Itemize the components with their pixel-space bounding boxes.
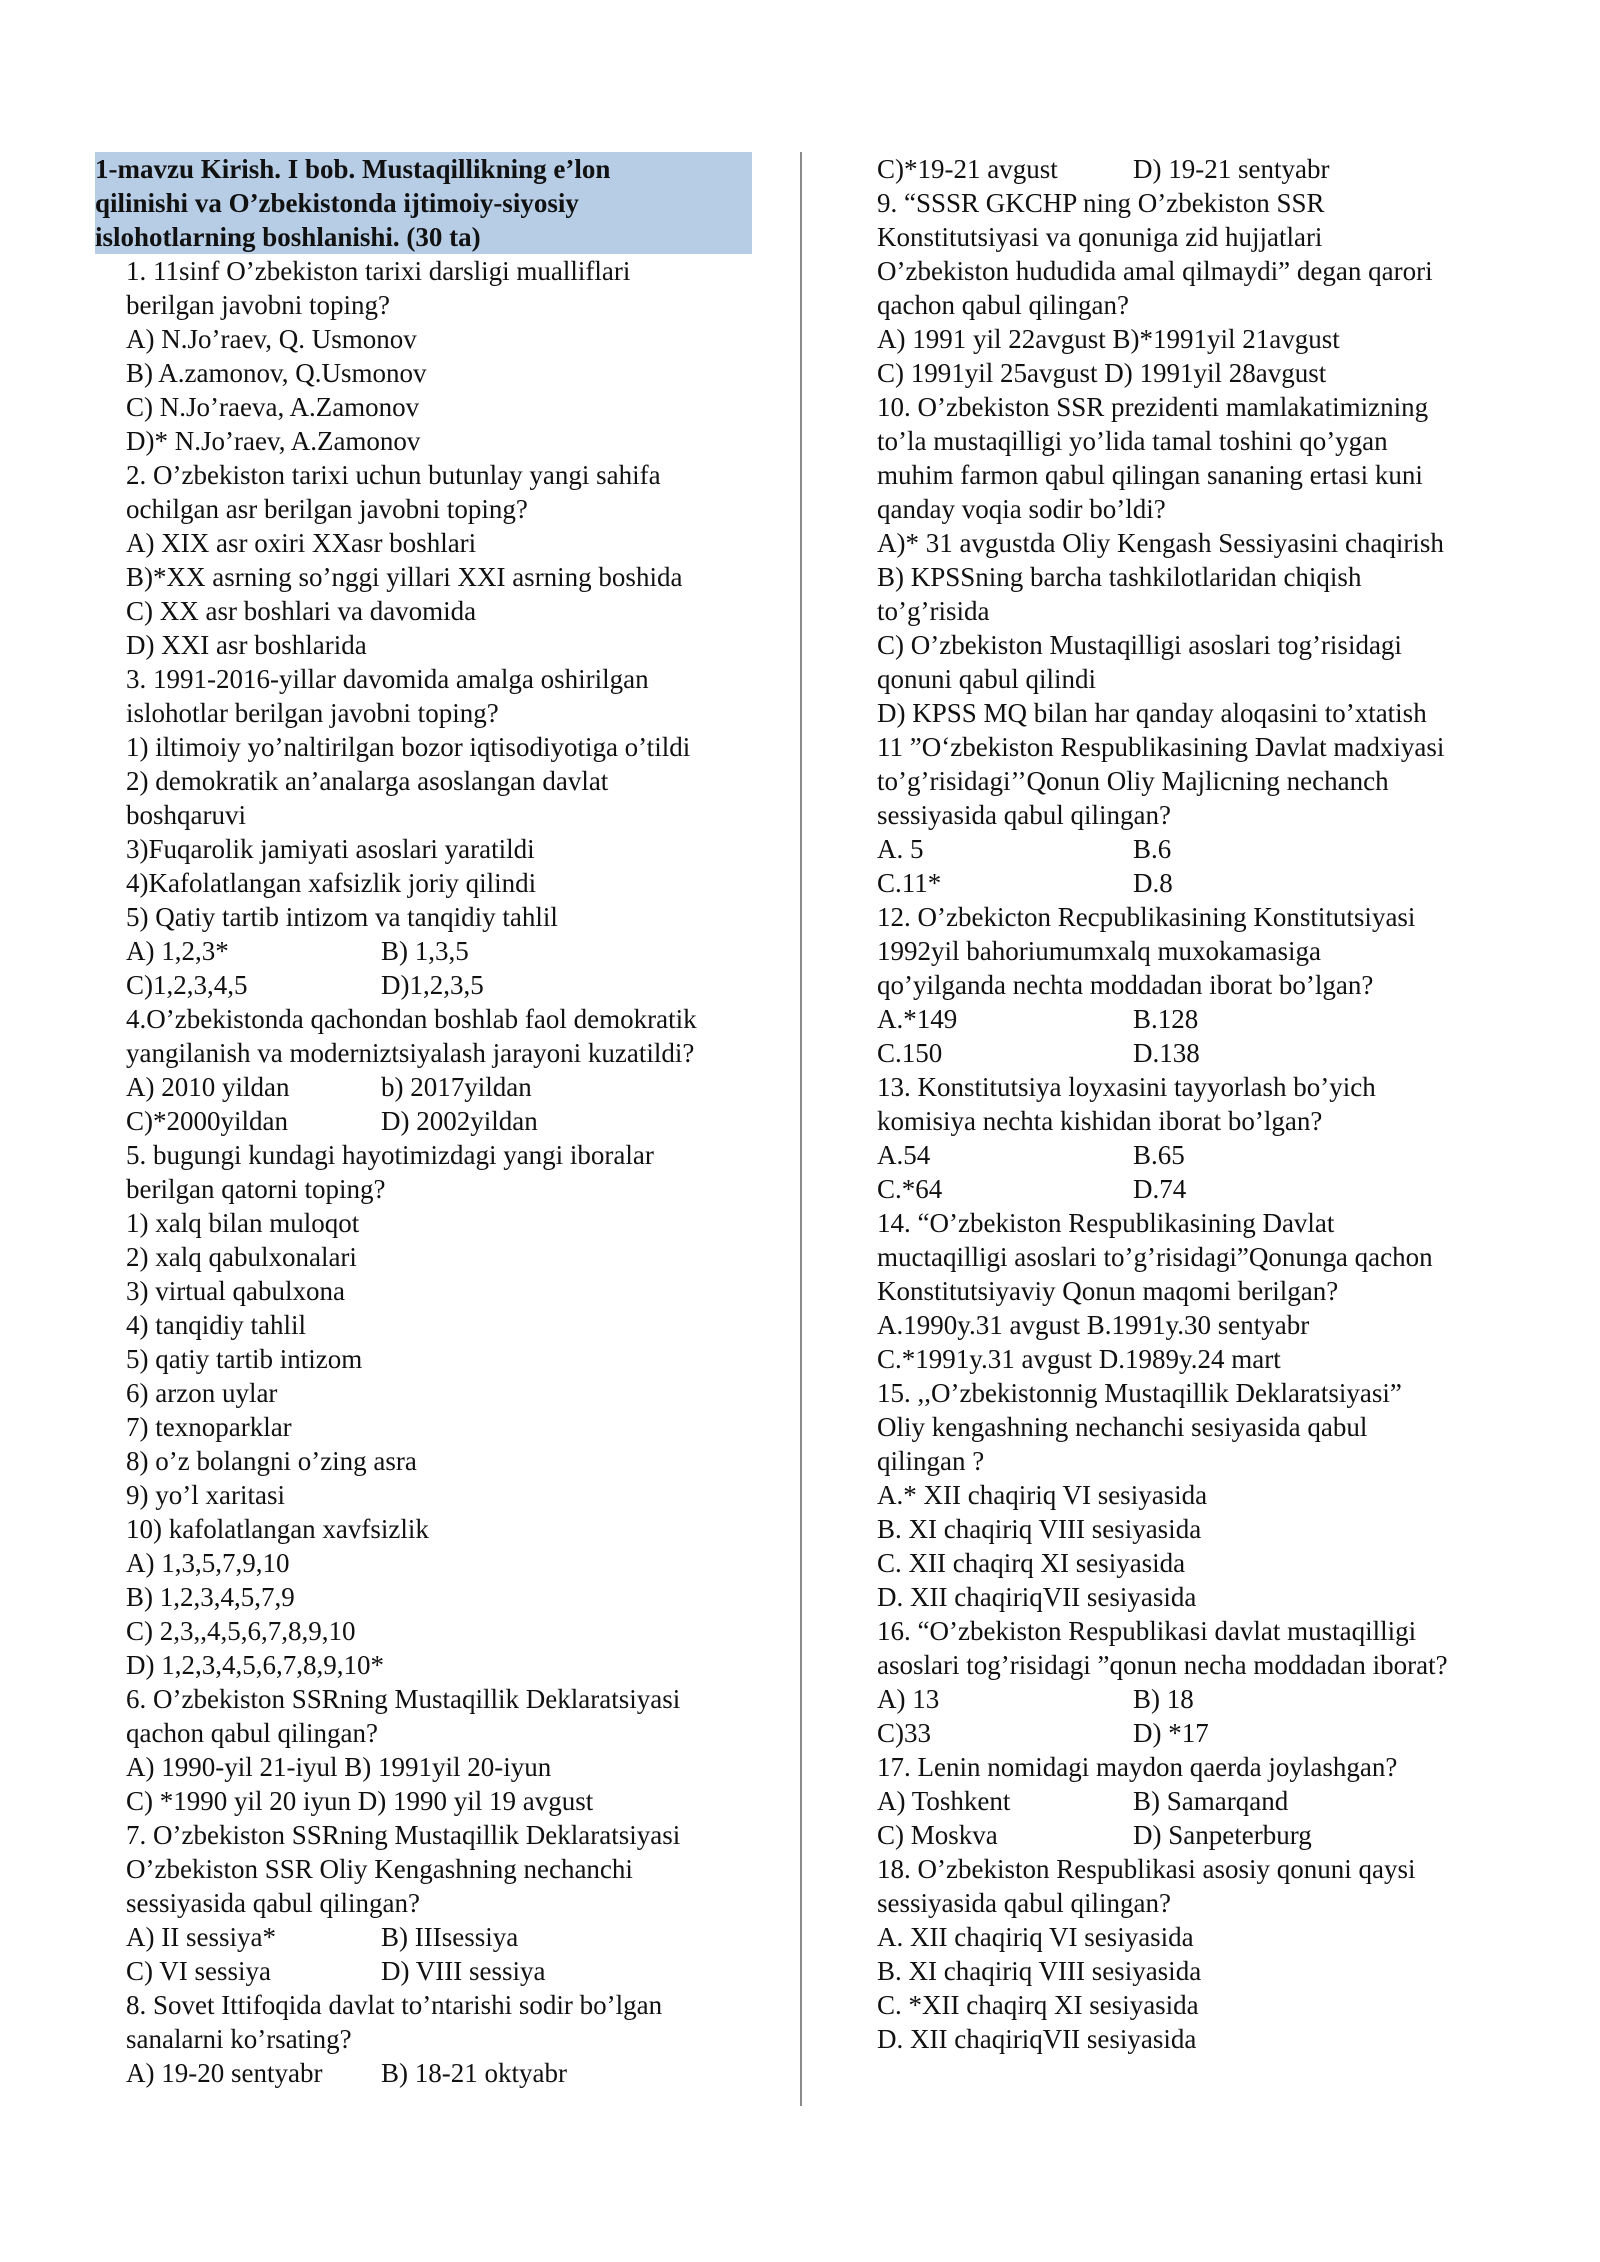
text-line: 15. ,,O’zbekistonnig Mustaqillik Deklaratsiyasi” — [877, 1378, 1402, 1408]
text-line: A) 1990-yil 21-iyul B) 1991yil 20-iyun — [126, 1752, 552, 1782]
text-line: B. XI chaqiriq VIII sesiyasida — [877, 1956, 1202, 1986]
text-line: B) 1,2,3,4,5,7,9 — [126, 1582, 295, 1612]
answer-option: A. 5 — [877, 834, 924, 864]
text-line: B)*XX asrning so’nggi yillari XXI asrning boshida — [126, 562, 683, 592]
answer-options-row — [877, 866, 1517, 900]
answer-option: D) VIII sessiya — [381, 1956, 546, 1986]
answer-option: A) 19-20 sentyabr — [126, 2058, 323, 2088]
text-line: 5. bugungi kundagi hayotimizdagi yangi iboralar — [126, 1140, 654, 1170]
text-line: Konstitutsiyasi va qonuniga zid hujjatlari — [877, 222, 1323, 252]
heading-line: islohotlarning boshlanishi. (30 ta) — [95, 222, 481, 252]
text-line: qonuni qabul qilindi — [877, 664, 1096, 694]
text-line: 4.O’zbekistonda qachondan boshlab faol demokratik — [126, 1004, 697, 1034]
answer-option: A.54 — [877, 1140, 931, 1170]
text-line: 7. O’zbekiston SSRning Mustaqillik Deklaratsiyasi — [126, 1820, 681, 1850]
text-line: Oliy kengashning nechanchi sesiyasida qabul — [877, 1412, 1368, 1442]
answer-option: C.*64 — [877, 1174, 943, 1204]
text-line: C) 2,3,,4,5,6,7,8,9,10 — [126, 1616, 356, 1646]
text-line: to’g’risidagi’’Qonun Oliy Majlicning nechanch — [877, 766, 1389, 796]
answer-options-row — [877, 1784, 1517, 1818]
answer-options-row — [877, 1138, 1517, 1172]
text-line: C.*1991y.31 avgust D.1989y.24 mart — [877, 1344, 1281, 1374]
answer-options-row — [126, 1070, 755, 1104]
text-line: A) 1991 yil 22avgust B)*1991yil 21avgust — [877, 324, 1340, 354]
text-line: D) KPSS MQ bilan har qanday aloqasini to’xtatish — [877, 698, 1427, 728]
text-line: 3)Fuqarolik jamiyati asoslari yaratildi — [126, 834, 535, 864]
answer-options-row — [877, 832, 1517, 866]
answer-option: C)*2000yildan — [126, 1106, 288, 1136]
answer-option: b) 2017yildan — [381, 1072, 532, 1102]
text-line: boshqaruvi — [126, 800, 246, 830]
answer-option: A) 1,2,3* — [126, 936, 229, 966]
text-line: sessiyasida qabul qilingan? — [126, 1888, 420, 1918]
answer-options-row — [126, 934, 755, 968]
text-line: C) O’zbekiston Mustaqilligi asoslari tog’risidagi — [877, 630, 1402, 660]
answer-option: C)33 — [877, 1718, 931, 1748]
answer-option: B) 18 — [1133, 1684, 1194, 1714]
text-line: Konstitutsiyaviy Qonun maqomi berilgan? — [877, 1276, 1339, 1306]
text-line: ochilgan asr berilgan javobni toping? — [126, 494, 528, 524]
text-line: 14. “O’zbekiston Respublikasining Davlat — [877, 1208, 1335, 1238]
answer-options-row — [877, 1036, 1517, 1070]
left-questions — [95, 254, 755, 2090]
answer-option: D) 19-21 sentyabr — [1133, 154, 1330, 184]
answer-option: A) II sessiya* — [126, 1922, 276, 1952]
answer-options-row — [877, 1002, 1517, 1036]
text-line: 4) tanqidiy tahlil — [126, 1310, 306, 1340]
text-line: 2) demokratik an’analarga asoslangan davlat — [126, 766, 609, 796]
answer-option: D) *17 — [1133, 1718, 1209, 1748]
answer-option: A) Toshkent — [877, 1786, 1011, 1816]
right-column — [877, 152, 1517, 2056]
text-line: asoslari tog’risidagi ”qonun necha moddadan iborat? — [877, 1650, 1448, 1680]
text-line: 1992yil bahoriumumxalq muxokamasiga — [877, 936, 1321, 966]
text-line: 3. 1991-2016-yillar davomida amalga oshirilgan — [126, 664, 649, 694]
text-line: C. *XII chaqirq XI sesiyasida — [877, 1990, 1199, 2020]
text-line: B. XI chaqiriq VIII sesiyasida — [877, 1514, 1202, 1544]
answer-options-row — [126, 1104, 755, 1138]
answer-option: C)*19-21 avgust — [877, 154, 1058, 184]
text-line: 12. O’zbekicton Recpublikasining Konstitutsiyasi — [877, 902, 1416, 932]
text-line: 1. 11sinf O’zbekiston tarixi darsligi mualliflari — [126, 256, 631, 286]
text-line: A.* XII chaqiriq VI sesiyasida — [877, 1480, 1208, 1510]
answer-option: B) IIIsessiya — [381, 1922, 519, 1952]
answer-option: A) 2010 yildan — [126, 1072, 290, 1102]
text-line: A)* 31 avgustda Oliy Kengash Sessiyasini chaqirish — [877, 528, 1444, 558]
answer-option: D.74 — [1133, 1174, 1187, 1204]
answer-option: D.138 — [1133, 1038, 1200, 1068]
text-line: 1) iltimoiy yo’naltirilgan bozor iqtisodiyotiga o’tildi — [126, 732, 691, 762]
text-line: A.1990y.31 avgust B.1991y.30 sentyabr — [877, 1310, 1310, 1340]
text-line: C) *1990 yil 20 iyun D) 1990 yil 19 avgust — [126, 1786, 594, 1816]
text-line: berilgan javobni toping? — [126, 290, 390, 320]
text-line: 6. O’zbekiston SSRning Mustaqillik Deklaratsiyasi — [126, 1684, 681, 1714]
text-line: 10. O’zbekiston SSR prezidenti mamlakatimizning — [877, 392, 1429, 422]
text-line: 7) texnoparklar — [126, 1412, 292, 1442]
text-line: B) KPSSning barcha tashkilotlaridan chiqish — [877, 562, 1362, 592]
text-line: C. XII chaqirq XI sesiyasida — [877, 1548, 1186, 1578]
text-line: qo’yilganda nechta moddadan iborat bo’lgan? — [877, 970, 1374, 1000]
text-line: O’zbekiston hududida amal qilmaydi” degan qarori — [877, 256, 1433, 286]
text-line: A) 1,3,5,7,9,10 — [126, 1548, 290, 1578]
answer-option: D)1,2,3,5 — [381, 970, 484, 1000]
text-line: 11 ”O‘zbekiston Respublikasining Davlat madxiyasi — [877, 732, 1445, 762]
heading-line: 1-mavzu Kirish. I bob. Mustaqillikning e’lon — [95, 154, 611, 184]
text-line: 9. “SSSR GKCHP ning O’zbekiston SSR — [877, 188, 1325, 218]
answer-option: D.8 — [1133, 868, 1173, 898]
text-line: 2) xalq qabulxonalari — [126, 1242, 357, 1272]
text-line: 5) Qatiy tartib intizom va tanqidiy tahlil — [126, 902, 558, 932]
text-line: muhim farmon qabul qilingan sananing ertasi kuni — [877, 460, 1423, 490]
text-line: sessiyasida qabul qilingan? — [877, 800, 1171, 830]
text-line: muctaqilligi asoslari to’g’risidagi”Qonunga qachon — [877, 1242, 1433, 1272]
text-line: A. XII chaqiriq VI sesiyasida — [877, 1922, 1194, 1952]
column-divider — [800, 152, 802, 2106]
text-line: A) N.Jo’raev, Q. Usmonov — [126, 324, 417, 354]
answer-option: A.*149 — [877, 1004, 958, 1034]
text-line: 13. Konstitutsiya loyxasini tayyorlash bo’yich — [877, 1072, 1376, 1102]
answer-option: B.6 — [1133, 834, 1172, 864]
text-line: komisiya nechta kishidan iborat bo’lgan? — [877, 1106, 1323, 1136]
answer-option: B.128 — [1133, 1004, 1199, 1034]
text-line: 1) xalq bilan muloqot — [126, 1208, 360, 1238]
answer-options-row — [126, 1954, 755, 1988]
answer-options-row — [877, 1716, 1517, 1750]
text-line: 4)Kafolatlangan xafsizlik joriy qilindi — [126, 868, 537, 898]
answer-option: A) 13 — [877, 1684, 940, 1714]
text-line: D) 1,2,3,4,5,6,7,8,9,10* — [126, 1650, 384, 1680]
text-line: yangilanish va moderniztsiyalash jarayoni kuzatildi? — [126, 1038, 695, 1068]
left-column — [95, 152, 755, 2090]
text-line: 6) arzon uylar — [126, 1378, 278, 1408]
answer-option: B) 1,3,5 — [381, 936, 469, 966]
text-line: 5) qatiy tartib intizom — [126, 1344, 363, 1374]
text-line: B) A.zamonov, Q.Usmonov — [126, 358, 427, 388]
text-line: 10) kafolatlangan xavfsizlik — [126, 1514, 429, 1544]
text-line: qilingan ? — [877, 1446, 985, 1476]
text-line: 17. Lenin nomidagi maydon qaerda joylashgan? — [877, 1752, 1398, 1782]
text-line: D)* N.Jo’raev, A.Zamonov — [126, 426, 421, 456]
text-line: 18. O’zbekiston Respublikasi asosiy qonuni qaysi — [877, 1854, 1416, 1884]
answer-options-row — [126, 2056, 755, 2090]
answer-option: C) VI sessiya — [126, 1956, 271, 1986]
answer-options-row — [877, 1172, 1517, 1206]
text-line: D. XII chaqiriqVII sesiyasida — [877, 2024, 1197, 2054]
text-line: 3) virtual qabulxona — [126, 1276, 345, 1306]
right-questions — [877, 152, 1517, 2056]
answer-option: D) Sanpeterburg — [1133, 1820, 1312, 1850]
text-line: 8) o’z bolangni o’zing asra — [126, 1446, 417, 1476]
text-line: sanalarni ko’rsating? — [126, 2024, 352, 2054]
text-line: C) XX asr boshlari va davomida — [126, 596, 477, 626]
answer-option: B.65 — [1133, 1140, 1185, 1170]
answer-option: C)1,2,3,4,5 — [126, 970, 248, 1000]
text-line: qanday voqia sodir bo’ldi? — [877, 494, 1166, 524]
topic-heading — [95, 152, 752, 254]
answer-options-row — [877, 1818, 1517, 1852]
answer-option: B) 18-21 oktyabr — [381, 2058, 567, 2088]
text-line: qachon qabul qilingan? — [126, 1718, 378, 1748]
text-line: to’la mustaqilligi yo’lida tamal toshini qo’ygan — [877, 426, 1388, 456]
answer-option: D) 2002yildan — [381, 1106, 538, 1136]
answer-options-row — [877, 152, 1517, 186]
answer-options-row — [126, 968, 755, 1002]
answer-option: C.150 — [877, 1038, 943, 1068]
text-line: qachon qabul qilingan? — [877, 290, 1129, 320]
answer-option: B) Samarqand — [1133, 1786, 1289, 1816]
text-line: C) 1991yil 25avgust D) 1991yil 28avgust — [877, 358, 1327, 388]
heading-line: qilinishi va O’zbekistonda ijtimoiy-siyosiy — [95, 188, 579, 218]
text-line: islohotlar berilgan javobni toping? — [126, 698, 499, 728]
text-line: D) XXI asr boshlarida — [126, 630, 367, 660]
answer-option: C) Moskva — [877, 1820, 998, 1850]
text-line: 8. Sovet Ittifoqida davlat to’ntarishi sodir bo’lgan — [126, 1990, 663, 2020]
text-line: 2. O’zbekiston tarixi uchun butunlay yangi sahifa — [126, 460, 661, 490]
text-line: C) N.Jo’raeva, A.Zamonov — [126, 392, 420, 422]
text-line: to’g’risida — [877, 596, 990, 626]
answer-option: C.11* — [877, 868, 942, 898]
text-line: O’zbekiston SSR Oliy Kengashning nechanchi — [126, 1854, 633, 1884]
text-line: 9) yo’l xaritasi — [126, 1480, 285, 1510]
text-line: 16. “O’zbekiston Respublikasi davlat mustaqilligi — [877, 1616, 1417, 1646]
text-line: D. XII chaqiriqVII sesiyasida — [877, 1582, 1197, 1612]
text-line: A) XIX asr oxiri XXasr boshlari — [126, 528, 477, 558]
answer-options-row — [126, 1920, 755, 1954]
text-line: berilgan qatorni toping? — [126, 1174, 386, 1204]
answer-options-row — [877, 1682, 1517, 1716]
text-line: sessiyasida qabul qilingan? — [877, 1888, 1171, 1918]
